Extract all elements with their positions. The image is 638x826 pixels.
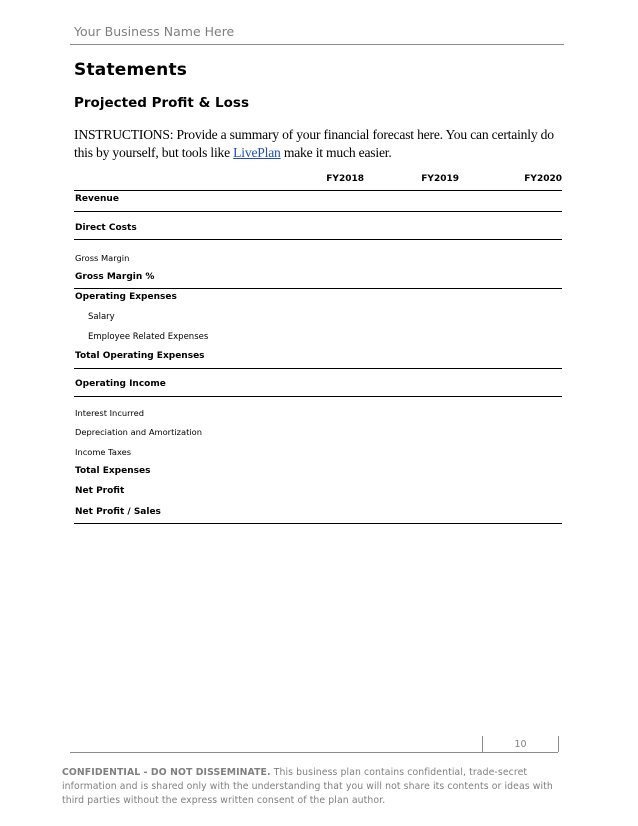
confidential-text: This business plan contains confidential, trade-secret information and is shared only with the understanding that you will not share its contents or ideas with third parties without the express written consent of the plan author. (62, 767, 553, 806)
page-number: 10 (514, 739, 527, 750)
row-label-operating-expenses: Operating Expenses (75, 292, 177, 302)
row-label-total-operating-expenses: Total Operating Expenses (75, 351, 205, 361)
row-label-direct-costs: Direct Costs (75, 223, 137, 233)
business-name: Your Business Name Here (74, 24, 235, 39)
confidential-label: CONFIDENTIAL - DO NOT DISSEMINATE. (62, 767, 271, 778)
column-header-fy2020: FY2020 (524, 174, 562, 184)
row-label-salary: Salary (88, 312, 115, 322)
row-label-interest-incurred: Interest Incurred (75, 408, 145, 418)
column-header-fy2018: FY2018 (326, 174, 364, 184)
instructions-paragraph (74, 126, 569, 162)
row-label-income-taxes: Income Taxes (75, 447, 132, 457)
row-label-net-profit: Net Profit (75, 486, 125, 496)
row-rule (74, 239, 562, 240)
table-header-row (74, 172, 562, 191)
row-label-total-expenses: Total Expenses (75, 466, 151, 476)
row-label-gross-margin-percent: Gross Margin % (75, 272, 155, 282)
section-subtitle: Projected Profit & Loss (74, 95, 249, 111)
row-label-gross-margin: Gross Margin (75, 253, 130, 263)
row-label-net-profit-sales: Net Profit / Sales (75, 507, 161, 517)
confidentiality-notice (62, 766, 567, 808)
section-title: Statements (74, 60, 188, 80)
page-number-box (482, 736, 559, 752)
row-rule (74, 368, 562, 369)
row-rule (74, 211, 562, 212)
footer-rule (70, 752, 558, 753)
liveplan-link[interactable]: LivePlan (233, 145, 281, 160)
instructions-text-before: INSTRUCTIONS: Provide a summary of your financial forecast here. You can certainly do this by yourself, but tools like (74, 127, 554, 160)
column-header-fy2019: FY2019 (421, 174, 459, 184)
table-bottom-rule (74, 523, 562, 524)
row-rule (74, 288, 562, 289)
instructions-text-after: make it much easier. (280, 145, 392, 160)
row-label-revenue: Revenue (75, 194, 119, 204)
row-rule (74, 396, 562, 397)
row-label-depreciation-amortization: Depreciation and Amortization (75, 427, 202, 437)
row-label-employee-related-expenses: Employee Related Expenses (88, 332, 209, 342)
profit-loss-table (74, 172, 562, 517)
row-label-operating-income: Operating Income (75, 379, 166, 389)
header-rule (70, 44, 564, 45)
